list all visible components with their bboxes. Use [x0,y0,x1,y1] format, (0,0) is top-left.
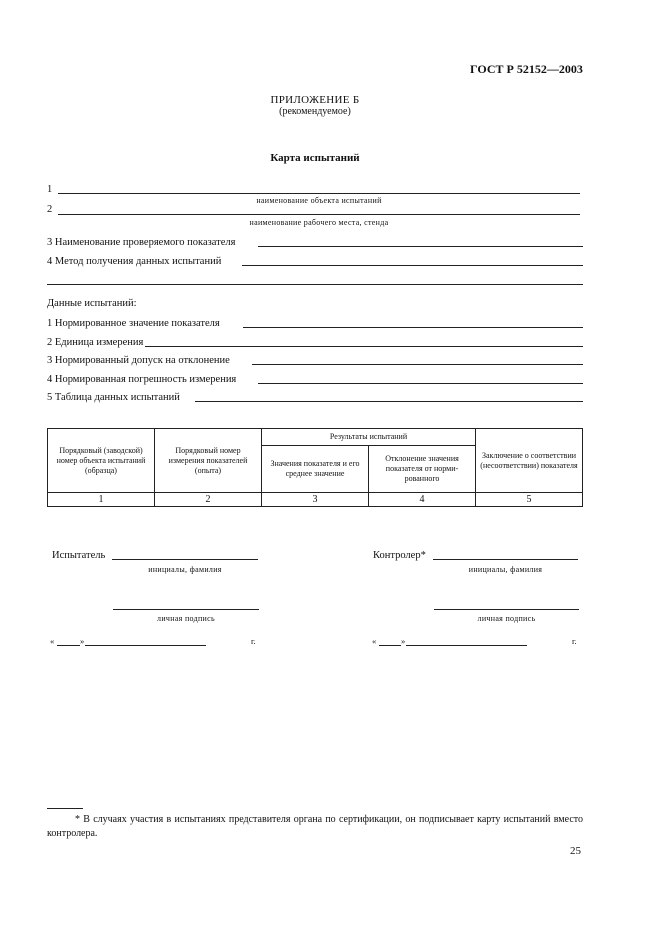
field-3-line[interactable] [258,246,583,247]
tester-date-month-line[interactable] [85,645,206,646]
tester-date-open: « [50,636,55,646]
controller-signature-line[interactable] [434,609,579,610]
col-header-2: Порядковый номер измерения показателей (опыта) [155,429,262,493]
tester-label: Испытатель [52,550,106,561]
tester-name-line[interactable] [112,559,258,560]
data-item-4-line[interactable] [258,383,583,384]
appendix-subtitle: (рекомендуемое) [279,106,351,117]
data-item-4: 4 Нормированная погрешность измерения [47,374,237,385]
field-1-line[interactable] [58,193,580,194]
controller-year-suffix: г. [572,636,577,646]
col-group-results: Результаты испытаний [262,429,476,446]
field-2-line[interactable] [58,214,580,215]
col-number-2: 2 [155,493,262,507]
field-1-caption: наименование объекта испытаний [256,196,382,205]
footnote-separator [47,808,83,809]
card-title: Карта испытаний [270,152,360,164]
data-item-3: 3 Нормированный допуск на отклонение [47,355,230,366]
data-item-1-line[interactable] [243,327,583,328]
col-header-5: Заключение о соответствии (несоответствии) показателя [476,429,583,493]
results-table [47,428,583,507]
field-3-label: 3 Наименование проверяемого показателя [47,237,236,248]
controller-label: Контролер* [373,550,426,561]
tester-signature-line[interactable] [113,609,259,610]
data-item-5: 5 Таблица данных испытаний [47,392,180,403]
standard-number: ГОСТ Р 52152—2003 [470,62,583,76]
tester-year-suffix: г. [251,636,256,646]
data-item-5-line[interactable] [195,401,583,402]
field-2-caption: наименование рабочего места, стенда [249,218,389,227]
controller-date-open: « [372,636,377,646]
tester-date-day-line[interactable] [57,645,80,646]
page-number: 25 [570,845,581,857]
field-1-number: 1 [47,184,53,195]
data-item-1: 1 Нормированное значение показателя [47,318,220,329]
appendix-title: ПРИЛОЖЕНИЕ Б [270,94,360,106]
tester-signature-caption: личная подпись [157,614,215,623]
controller-date-mid: » [401,636,406,646]
tester-initials-caption: инициалы, фамилия [148,565,222,574]
col-header-3: Значения показателя и его среднее значение [262,446,369,493]
controller-signature-caption: личная подпись [477,614,536,623]
col-number-3: 3 [262,493,369,507]
field-4-line[interactable] [242,265,583,266]
data-item-2-line[interactable] [145,346,583,347]
data-item-3-line[interactable] [252,364,583,365]
controller-date-day-line[interactable] [379,645,401,646]
field-2-number: 2 [47,204,53,215]
controller-initials-caption: инициалы, фамилия [468,565,543,574]
col-number-4: 4 [369,493,476,507]
footnote: * В случаях участия в испытаниях представителя органа по сертификации, он подписывает карту испытаний вместо контролера. [47,814,583,839]
col-number-1: 1 [48,493,155,507]
col-header-1: Порядковый (заводской) номер объекта испытаний (образца) [48,429,155,493]
field-4-extra-line[interactable] [47,284,583,285]
tester-date-mid: » [80,636,85,646]
controller-date-month-line[interactable] [406,645,527,646]
controller-name-line[interactable] [433,559,578,560]
field-4-label: 4 Метод получения данных испытаний [47,256,222,267]
data-heading: Данные испытаний: [47,298,137,309]
col-header-4: Отклонение значения показателя от норми-рованного [369,446,476,493]
data-item-2: 2 Единица измерения [47,337,144,348]
col-number-5: 5 [476,493,583,507]
